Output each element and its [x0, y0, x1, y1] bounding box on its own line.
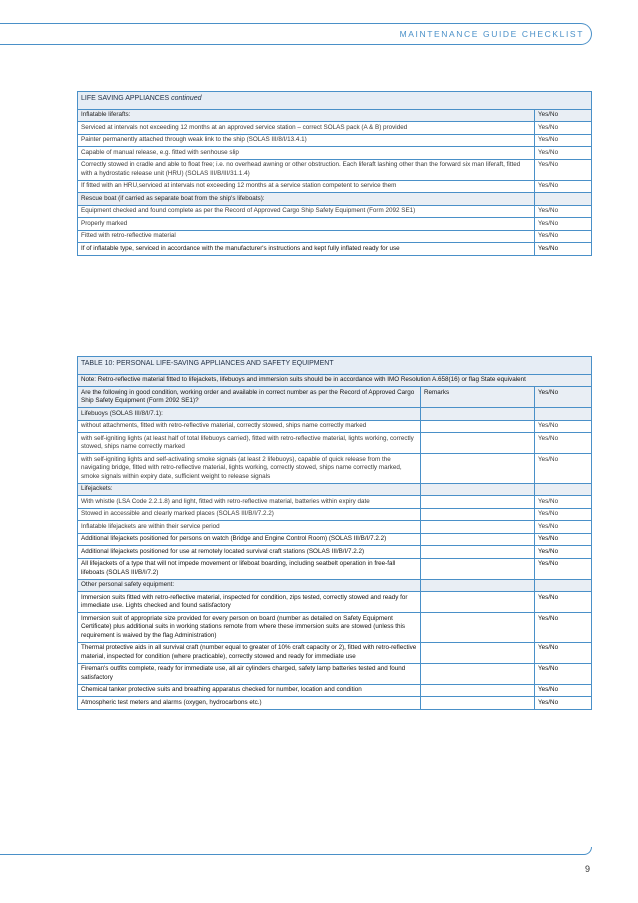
table-row: [78, 205, 592, 218]
yes-no-cell[interactable]: Yes/No: [535, 420, 592, 433]
table-row: [78, 533, 592, 546]
item-text: If of inflatable type, serviced in accordance with the manufacturer's instructions and kept fully inflated ready for use: [78, 243, 535, 256]
section-header-row: [78, 109, 592, 122]
item-text: Immersion suit of appropriate size provided for every person on board (number as detailed on Safety Equipment Certificate) plus additional suits in working stations remote from where these immersion suits are stowed (unless this requirement is waived by the flag Administration): [78, 613, 421, 643]
item-text: Painter permanently attached through weak link to the ship (SOLAS III/8/I/13.4.1): [78, 134, 535, 147]
table-row: [78, 122, 592, 135]
item-text: Rescue boat (if carried as separate boat from the ship's lifeboats):: [78, 193, 535, 206]
yes-no-cell[interactable]: Yes/No: [535, 109, 592, 122]
table-row: [78, 613, 592, 643]
remarks-cell[interactable]: [421, 684, 535, 697]
item-text: Equipment checked and found complete as per the Record of Approved Cargo Ship Safety Equipment (Form 2092 SE1): [78, 205, 535, 218]
yes-no-cell[interactable]: Yes/No: [535, 496, 592, 509]
table-row: [78, 663, 592, 684]
item-text: Immersion suits fitted with retro-reflective material, inspected for condition, zips tested, correctly stowed and ready for immediate use. Lights checked and found satisfactory: [78, 592, 421, 613]
yes-no-cell[interactable]: [535, 579, 592, 592]
table-row: [78, 159, 592, 180]
table-row: [78, 454, 592, 484]
remarks-cell[interactable]: [421, 663, 535, 684]
item-text: Atmospheric test meters and alarms (oxygen, hydrocarbons etc.): [78, 697, 421, 710]
table-title: TABLE 10: PERSONAL LIFE-SAVING APPLIANCES AND SAFETY EQUIPMENT: [78, 357, 592, 375]
remarks-cell[interactable]: [421, 496, 535, 509]
table-row: [78, 230, 592, 243]
footer-rule: [0, 847, 592, 855]
yes-no-cell[interactable]: Yes/No: [535, 205, 592, 218]
yes-no-cell[interactable]: [535, 193, 592, 206]
life-saving-appliances-table: [77, 91, 592, 256]
table-note: Note: Retro-reflective material fitted to lifejackets, lifebuoys and immersion suits should be in accordance with IMO Resolution A.658(16) or flag State equivalent: [78, 374, 592, 387]
table-row: [78, 684, 592, 697]
table-row: [78, 147, 592, 160]
table-row: [78, 243, 592, 256]
yes-no-cell[interactable]: Yes/No: [535, 134, 592, 147]
remarks-cell[interactable]: [421, 408, 535, 421]
remarks-cell[interactable]: [421, 642, 535, 663]
remarks-cell[interactable]: [421, 508, 535, 521]
yes-no-header: Yes/No: [535, 387, 592, 408]
item-text: Correctly stowed in cradle and able to float free; i.e. no overhead awning or other obstruction. Each liferaft lashing other than the forward six man liferaft, fitted with a hydrostatic release unit (HRU) (SOLAS III/B/III/31.1.4): [78, 159, 535, 180]
item-text: Inflatable liferafts:: [78, 109, 535, 122]
remarks-cell[interactable]: [421, 546, 535, 559]
table-title-row: [78, 92, 592, 110]
item-text: With whistle (LSA Code 2.2.1.8) and light, fitted with retro-reflective material, batteries within expiry date: [78, 496, 421, 509]
yes-no-cell[interactable]: Yes/No: [535, 243, 592, 256]
yes-no-cell[interactable]: Yes/No: [535, 230, 592, 243]
item-text: Lifejackets:: [78, 483, 421, 496]
table-row: [78, 592, 592, 613]
remarks-cell[interactable]: [421, 433, 535, 454]
table-row: [78, 180, 592, 193]
item-text: Stowed in accessible and clearly marked places (SOLAS III/B/I/7.2.2): [78, 508, 421, 521]
item-text: Other personal safety equipment:: [78, 579, 421, 592]
item-text: Fireman's outfits complete, ready for immediate use, all air cylinders charged, safety lamp batteries tested and found satisfactory: [78, 663, 421, 684]
table-title-continued: continued: [171, 95, 202, 102]
table-row: [78, 420, 592, 433]
item-text: with self-igniting lights (at least half of total lifebuoys carried), fitted with retro-reflective material, lights working, correctly stowed, ships name correctly marked: [78, 433, 421, 454]
remarks-cell[interactable]: [421, 579, 535, 592]
table-row: [78, 508, 592, 521]
item-text: Inflatable lifejackets are within their service period: [78, 521, 421, 534]
page-number: 9: [585, 864, 591, 874]
section-header-row: [78, 483, 592, 496]
remarks-cell[interactable]: [421, 697, 535, 710]
remarks-header: Remarks: [421, 387, 535, 408]
remarks-cell[interactable]: [421, 483, 535, 496]
table-row: [78, 546, 592, 559]
item-text: Additional lifejackets positioned for use at remotely located survival craft stations (SOLAS III/B/I/7.2.2): [78, 546, 421, 559]
table-row: [78, 218, 592, 231]
yes-no-cell[interactable]: [535, 483, 592, 496]
yes-no-cell[interactable]: Yes/No: [535, 546, 592, 559]
table-row: [78, 558, 592, 579]
remarks-cell[interactable]: [421, 521, 535, 534]
table-header-row: [78, 387, 592, 408]
yes-no-cell[interactable]: Yes/No: [535, 521, 592, 534]
item-text: All lifejackets of a type that will not impede movement or lifeboat boarding, including seatbelt operation in free-fall lifeboats (SOLAS III/B/I/7.2): [78, 558, 421, 579]
table-title-main: LIFE SAVING APPLIANCES: [81, 95, 170, 102]
yes-no-cell[interactable]: Yes/No: [535, 592, 592, 613]
section-header-row: [78, 579, 592, 592]
remarks-cell[interactable]: [421, 420, 535, 433]
yes-no-cell[interactable]: Yes/No: [535, 122, 592, 135]
item-text: without attachments, fitted with retro-reflective material, correctly stowed, ships name correctly marked: [78, 420, 421, 433]
table-note-row: [78, 374, 592, 387]
yes-no-cell[interactable]: Yes/No: [535, 454, 592, 484]
question-header: Are the following in good condition, working order and available in correct number as per the Record of Approved Cargo Ship Safety Equipment (Form 2092 SE1)?: [78, 387, 421, 408]
table-row: [78, 496, 592, 509]
table-title: [78, 92, 592, 110]
page-header-title: MAINTENANCE GUIDE CHECKLIST: [399, 29, 584, 39]
yes-no-cell[interactable]: Yes/No: [535, 533, 592, 546]
remarks-cell[interactable]: [421, 592, 535, 613]
yes-no-cell[interactable]: Yes/No: [535, 642, 592, 663]
table-row: [78, 521, 592, 534]
item-text: Fitted with retro-reflective material: [78, 230, 535, 243]
yes-no-cell[interactable]: Yes/No: [535, 180, 592, 193]
item-text: Chemical tanker protective suits and breathing apparatus checked for number, location and condition: [78, 684, 421, 697]
yes-no-cell[interactable]: Yes/No: [535, 159, 592, 180]
item-text: Properly marked: [78, 218, 535, 231]
yes-no-cell[interactable]: Yes/No: [535, 147, 592, 160]
item-text: Capable of manual release, e.g. fitted with senhouse slip: [78, 147, 535, 160]
section-header-row: [78, 408, 592, 421]
item-text: If fitted with an HRU,serviced at intervals not exceeding 12 months at a service station competent to service them: [78, 180, 535, 193]
item-text: Serviced at intervals not exceeding 12 months at an approved service station – correct SOLAS pack (A & B) provided: [78, 122, 535, 135]
item-text: Additional lifejackets positioned for persons on watch (Bridge and Engine Control Room) (SOLAS III/B/I/7.2.2): [78, 533, 421, 546]
table-row: [78, 697, 592, 710]
item-text: Thermal protective aids in all survival craft (number equal to greater of 10% craft capacity or 2), fitted with retro-reflective material, inspected for condition (where practicable), correctly stowed and ready for immediate use: [78, 642, 421, 663]
yes-no-cell[interactable]: Yes/No: [535, 613, 592, 643]
table-title-row: [78, 357, 592, 375]
remarks-cell[interactable]: [421, 533, 535, 546]
personal-safety-equipment-table: [77, 356, 592, 710]
yes-no-cell[interactable]: Yes/No: [535, 218, 592, 231]
item-text: Lifebuoys (SOLAS III/8/I/7.1):: [78, 408, 421, 421]
yes-no-cell[interactable]: Yes/No: [535, 663, 592, 684]
section-header-row: [78, 193, 592, 206]
yes-no-cell[interactable]: Yes/No: [535, 697, 592, 710]
table-row: [78, 134, 592, 147]
remarks-cell[interactable]: [421, 454, 535, 484]
table-row: [78, 433, 592, 454]
remarks-cell[interactable]: [421, 613, 535, 643]
yes-no-cell[interactable]: Yes/No: [535, 508, 592, 521]
yes-no-cell[interactable]: Yes/No: [535, 433, 592, 454]
yes-no-cell[interactable]: Yes/No: [535, 558, 592, 579]
table-row: [78, 642, 592, 663]
yes-no-cell[interactable]: Yes/No: [535, 684, 592, 697]
remarks-cell[interactable]: [421, 558, 535, 579]
yes-no-cell[interactable]: [535, 408, 592, 421]
item-text: with self-igniting lights and self-activating smoke signals (at least 2 lifebuoys), capable of quick release from the navigating bridge, fitted with retro-reflective material, lights working, correctly stowed, ships name correctly marked, smoke signals within expiry date, sufficient weight to release signals: [78, 454, 421, 484]
